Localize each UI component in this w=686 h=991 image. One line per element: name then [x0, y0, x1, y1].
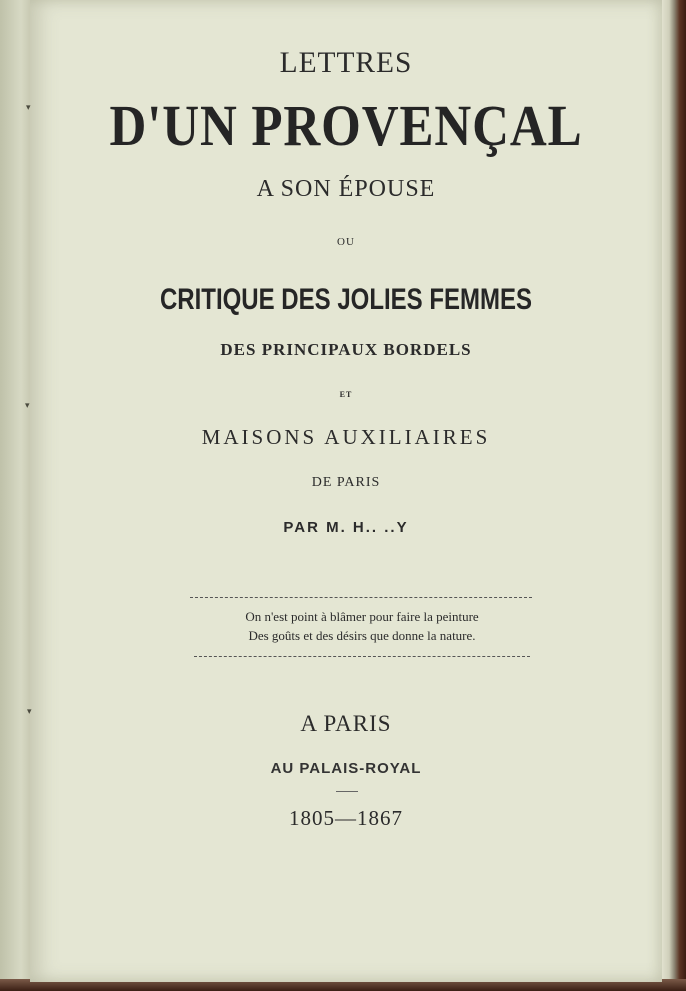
epigraph-rule-bottom	[194, 656, 530, 657]
line-et: ET	[339, 390, 353, 399]
imprint-place: A PARIS	[300, 711, 392, 736]
gutter-speck: ▾	[25, 401, 30, 411]
line-lettres: LETTRES	[279, 46, 413, 79]
line-bordels: DES PRINCIPAUX BORDELS	[220, 340, 472, 359]
author-line: PAR M. H.. ..Y	[283, 519, 409, 536]
title-page-text	[30, 0, 662, 982]
imprint-divider	[336, 791, 358, 792]
main-title: D'UN PROVENÇAL	[109, 93, 583, 158]
line-de-paris: DE PARIS	[311, 475, 381, 490]
binding-right-edge	[660, 0, 686, 991]
imprint-dates: 1805—1867	[289, 806, 403, 830]
imprint-publisher: AU PALAIS-ROYAL	[270, 760, 422, 777]
gutter-speck: ▾	[27, 707, 32, 717]
line-critique: CRITIQUE DES JOLIES FEMMES	[159, 283, 533, 316]
epigraph-rule-top	[190, 597, 532, 598]
epigraph-line: Des goûts et des désirs que donne la nature.	[248, 628, 476, 643]
epigraph-line: On n'est point à blâmer pour faire la peinture	[245, 609, 479, 624]
line-ou: OU	[337, 236, 355, 248]
binding-left-edge	[0, 0, 31, 991]
gutter-speck: ▾	[26, 103, 31, 113]
line-maisons: MAISONS AUXILIAIRES	[201, 425, 491, 449]
line-a-son-epouse: A SON ÉPOUSE	[256, 176, 436, 202]
title-page	[30, 0, 662, 982]
